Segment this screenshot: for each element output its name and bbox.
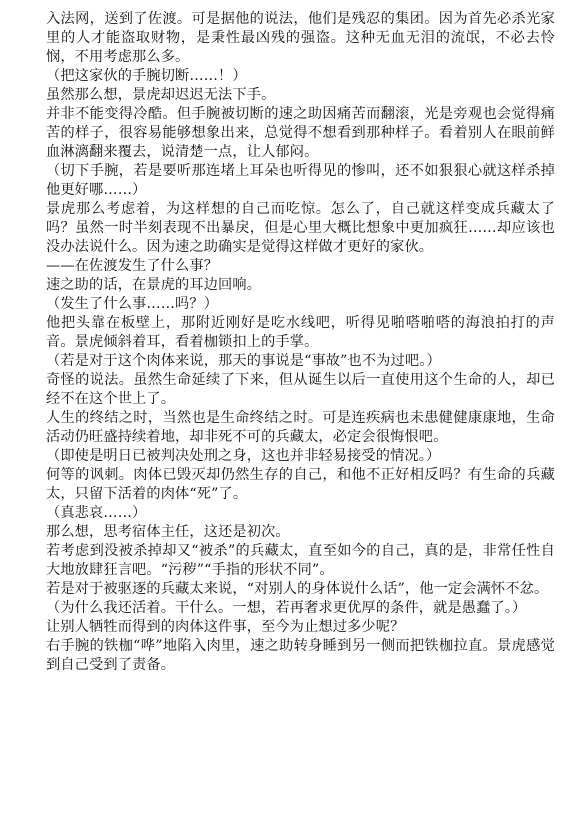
paragraph: （切下手腕，若是要听那连堵上耳朵也听得见的惨叫，还不如狠狠心就这样杀掉他更好哪……） [46,163,555,198]
paragraph: 让别人牺牲而得到的肉体这件事，至今为止想过多少呢？ [46,619,405,635]
paragraph: ——在佐渡发生了什么事？ [46,258,219,274]
paragraph: 奇怪的说法。虽然生命延续了下来，但从诞生以后一直使用这个生命的人，却已经不在这个世上了。 [46,372,555,407]
paragraph: 入法网，送到了佐渡。可是据他的说法，他们是残忍的集团。因为首先必杀光家里的人才能盗取财物，是秉性最凶残的强盗。这种无血无泪的流氓，不必去怜悯，不用考虑那么多。 [46,11,555,65]
paragraph: （把这家伙的手腕切断……！） [46,68,247,84]
paragraph: （发生了什么事……吗？） [46,296,219,312]
paragraph: 他把头靠在板壁上，那附近刚好是吃水线吧，听得见啪嗒啪嗒的海浪拍打的声音。景虎倾斜着耳，看着枷锁扣上的手掌。 [46,315,555,350]
paragraph: （真悲哀……） [46,505,147,521]
paragraph: 速之助的话，在景虎的耳边回响。 [46,277,262,293]
paragraph: 人生的终结之时，当然也是生命终结之时。可是连疾病也未患健健康康地，生命活动仍旺盛持续着地，却非死不可的兵藏太，必定会很悔恨吧。 [46,410,555,445]
paragraph: 那么想，思考宿体主任，这还是初次。 [46,524,290,540]
paragraph: 何等的讽刺。肉体已毁灭却仍然生存的自己，和他不正好相反吗？有生命的兵藏太，只留下活着的肉体“死”了。 [46,467,555,502]
paragraph: 并非不能变得冷酷。但手腕被切断的速之助因痛苦而翻滚，光是旁观也会觉得痛苦的样子，很容易能够想象出来，总觉得不想看到那种样子。看着别人在眼前鲜血淋漓翻来覆去，说清楚一点，让人郁闷。 [46,106,555,160]
paragraph: （即使是明日已被判决处刑之身，这也并非轻易接受的情况。） [46,448,441,464]
paragraph: （为什么我还活着。干什么。一想，若再奢求更优厚的条件，就是愚蠢了。） [46,600,527,616]
paragraph: （若是对于这个肉体来说，那天的事说是“事故”也不为过吧。） [46,353,441,369]
paragraph: 虽然那么想，景虎却迟迟无法下手。 [46,87,276,103]
paragraph: 若考虑到没被杀掉却又“被杀”的兵藏太，直至如今的自己，真的是，非常任性自大地放肆狂言吧。“污秽”“手指的形状不同”。 [46,543,555,578]
paragraph: 若是对于被驱逐的兵藏太来说，“对别人的身体说什么话”，他一定会满怀不忿。 [46,581,549,597]
paragraph: 右手腕的铁枷“哗”地陷入肉里，速之助转身睡到另一侧而把铁枷拉直。景虎感觉到自己受到了责备。 [46,638,555,673]
paragraph: 景虎那么考虑着，为这样想的自己而吃惊。怎么了，自己就这样变成兵藏太了吗？虽然一时半刻表现不出暴戾，但是心里大概比想象中更加疯狂……却应该也没办法说什么。因为速之助确实是觉得这样做才更好的家伙。 [46,201,555,255]
